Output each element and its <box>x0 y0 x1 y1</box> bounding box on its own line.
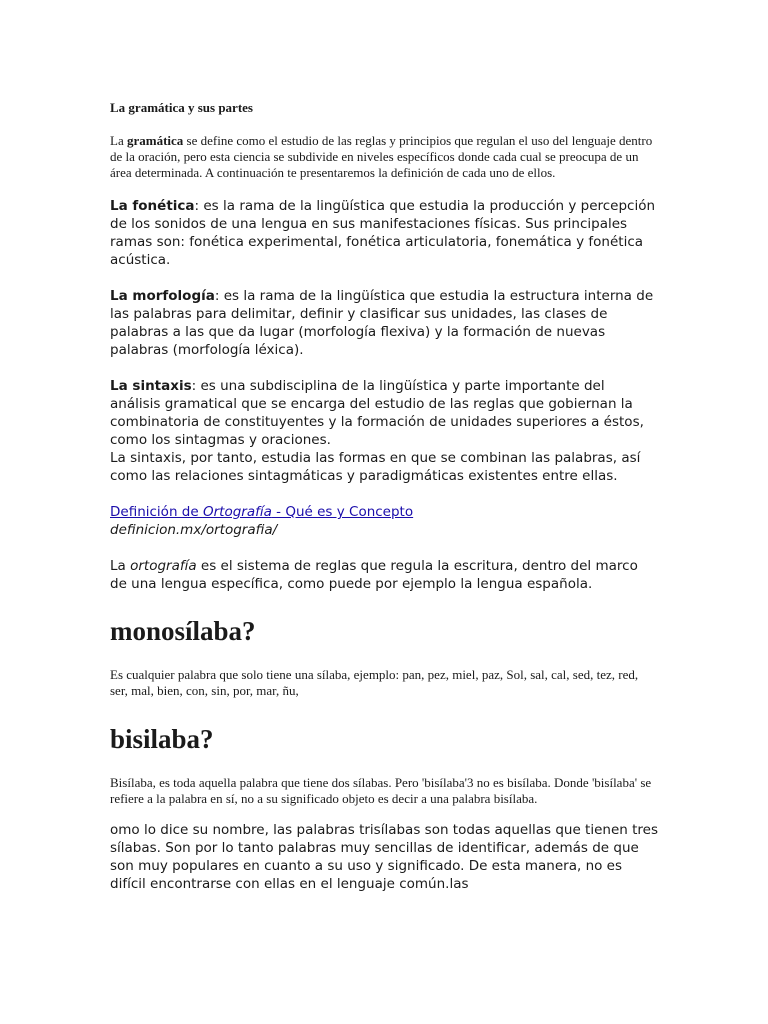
monosilaba-heading: monosílaba? <box>110 616 256 646</box>
bisilaba-heading: bisilaba? <box>110 724 214 754</box>
sintaxis-term: La sintaxis <box>110 378 192 394</box>
document-page <box>110 100 658 893</box>
ortho-italic-term: ortografía <box>130 558 197 574</box>
sintaxis-text: : es una subdisciplina de la lingüística y parte importante del análisis gramatical que se encarga del estudio de las reglas que gobiernan la combinatoria de constituyentes y la formación de unidades superiores a éstos, como los sintagmas y oraciones. <box>110 378 644 448</box>
fonetica-term: La fonética <box>110 198 195 214</box>
fonetica-text: : es la rama de la lingüística que estudia la producción y percepción de los sonidos de una lengua en sus manifestaciones físicas. Sus principales ramas son: fonética experimental, fonética articulatoria, fonemática y fonética acústica. <box>110 198 656 268</box>
ortho-prefix: La <box>110 558 131 574</box>
link-italic: Ortografía <box>202 504 272 520</box>
ortho-text: es el sistema de reglas que regula la escritura, dentro del marco de una lengua específica, como puede por ejemplo la lengua española. <box>110 558 638 592</box>
intro-text: se define como el estudio de las reglas y principios que regulan el uso del lenguaje dentro de la oración, pero esta ciencia se subdivide en niveles específicos donde cada cual se preocupa de un área determinada. A continuación te presentaremos la definición de cada uno de ellos. <box>110 133 653 180</box>
ortografia-link[interactable] <box>110 503 658 521</box>
morfologia-paragraph <box>110 287 658 359</box>
ortografia-link-block <box>110 503 658 539</box>
link-prefix: Definición de <box>110 504 203 520</box>
document-title: La gramática y sus partes <box>110 100 253 115</box>
fonetica-paragraph <box>110 197 658 269</box>
morfologia-term: La morfología <box>110 288 215 304</box>
link-suffix: - Qué es y Concepto <box>271 504 414 520</box>
morfologia-text: : es la rama de la lingüística que estudia la estructura interna de las palabras para delimitar, definir y clasificar sus unidades, las clases de palabras a las que da lugar (morfología flexiva) y la formación de nuevas palabras (morfología léxica). <box>110 288 654 358</box>
link-url: definicion.mx/ortografia/ <box>110 522 278 538</box>
ortografia-paragraph <box>110 557 658 593</box>
monosilaba-paragraph: Es cualquier palabra que solo tiene una sílaba, ejemplo: pan, pez, miel, paz, Sol, sal, cal, sed, tez, red, ser, mal, bien, con, sin, por, mar, ñu, <box>110 667 639 698</box>
intro-paragraph <box>110 133 658 181</box>
trisilaba-paragraph: omo lo dice su nombre, las palabras trisílabas son todas aquellas que tienen tres sílabas. Son por lo tanto palabras muy sencillas de identificar, además de que son muy populares en cuanto a su uso y significado. De esta manera, no es difícil encontrarse con ellas en el lenguaje común.las <box>110 822 658 892</box>
sintaxis-paragraph <box>110 377 658 449</box>
intro-prefix: La <box>110 133 127 148</box>
intro-bold-term: gramática <box>126 133 184 148</box>
bisilaba-paragraph: Bisílaba, es toda aquella palabra que tiene dos sílabas. Pero 'bisílaba'3 no es bisílaba. Donde 'bisílaba' se refiere a la palabra en sí, no a su significado objeto es decir a una palabra bisílaba. <box>110 775 652 806</box>
sintaxis-paragraph-2: La sintaxis, por tanto, estudia las formas en que se combinan las palabras, así como las relaciones sintagmáticas y paradigmáticas existentes entre ellas. <box>110 450 641 484</box>
